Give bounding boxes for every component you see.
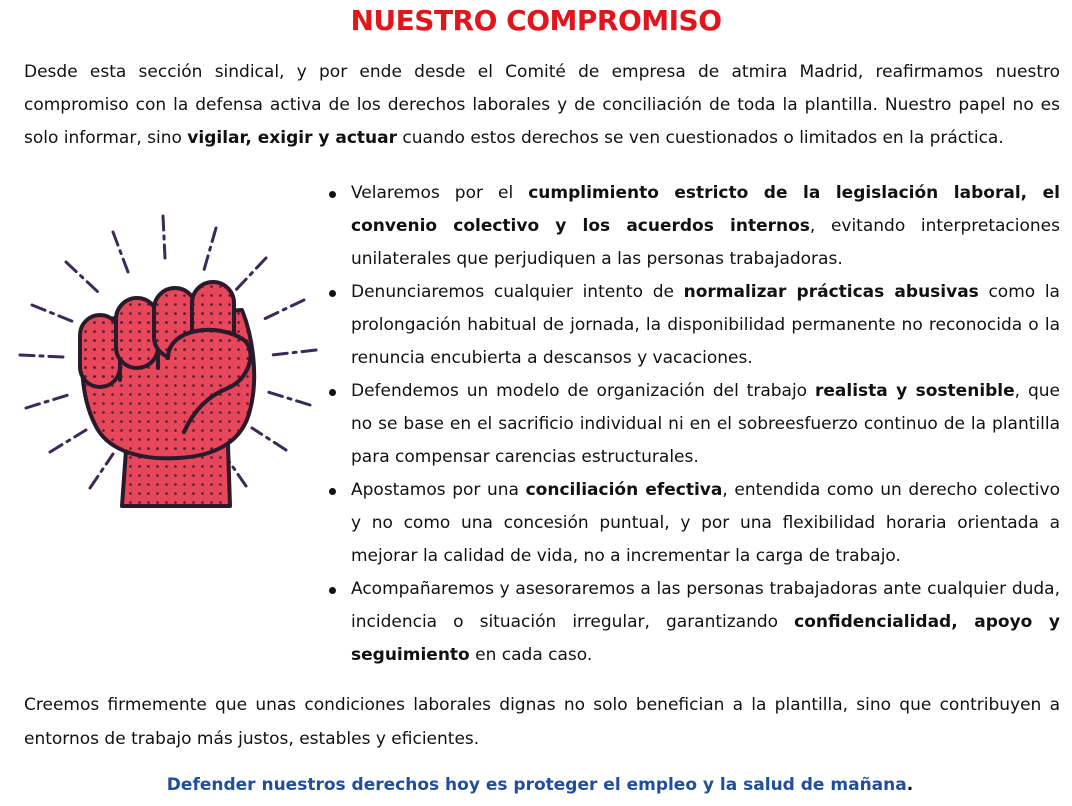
- list-item: Acompañaremos y asesoraremos a las personas trabajadoras ante cualquier duda, incidencia o situación irregular, garantizando confidencialidad, apoyo y seguimiento en cada caso.: [326, 573, 1060, 672]
- intro-paragraph: [24, 56, 1060, 155]
- list-item: Defendemos un modelo de organización del trabajo realista y sostenible, que no se base en el sacrificio individual ni en el sobreesfuerzo continuo de la plantilla para compensar carencias estructurales.: [326, 375, 1060, 474]
- bullet-icon: [329, 290, 336, 297]
- bullet-icon: [329, 488, 336, 495]
- raised-fist-icon: [18, 210, 318, 520]
- bullet-icon: [329, 587, 336, 594]
- bullet-icon: [329, 191, 336, 198]
- slogan-text: Defender nuestros derechos hoy es proteger el empleo y la salud de mañana: [166, 775, 907, 795]
- page-title: NUESTRO COMPROMISO: [350, 4, 722, 37]
- intro-text-1: Desde esta sección sindical, y por ende desde el Comité de empresa de atmira Madrid, reafirmamos nuestro compromiso con la defensa activa de los derechos laborales y de conciliación de toda la plantilla. Nuestro papel no es solo informar, sino: [24, 62, 1060, 148]
- intro-text-2: cuando estos derechos se ven cuestionados o limitados en la práctica.: [397, 128, 1004, 148]
- list-item: Apostamos por una conciliación efectiva, entendida como un derecho colectivo y no como una concesión puntual, y por una flexibilidad horaria orientada a mejorar la calidad de vida, no a incrementar la carga de trabajo.: [326, 474, 1060, 573]
- conclusion-paragraph: Creemos firmemente que unas condiciones laborales dignas no solo benefician a la plantilla, sino que contribuyen a entornos de trabajo más justos, estables y eficientes.: [24, 695, 1060, 749]
- list-item: Denunciaremos cualquier intento de normalizar prácticas abusivas como la prolongación habitual de jornada, la disponibilidad permanente no reconocida o la renuncia encubierta a descansos y vacaciones.: [326, 276, 1060, 375]
- intro-bold: vigilar, exigir y actuar: [187, 128, 398, 148]
- bullet-icon: [329, 389, 336, 396]
- list-item: Velaremos por el cumplimiento estricto de la legislación laboral, el convenio colectivo y los acuerdos internos, evitando interpretaciones unilaterales que perjudiquen a las personas trabajadoras.: [326, 177, 1060, 276]
- commitments-list: [326, 177, 1060, 672]
- closing-slogan: [0, 775, 1072, 795]
- slogan-period: .: [906, 775, 914, 795]
